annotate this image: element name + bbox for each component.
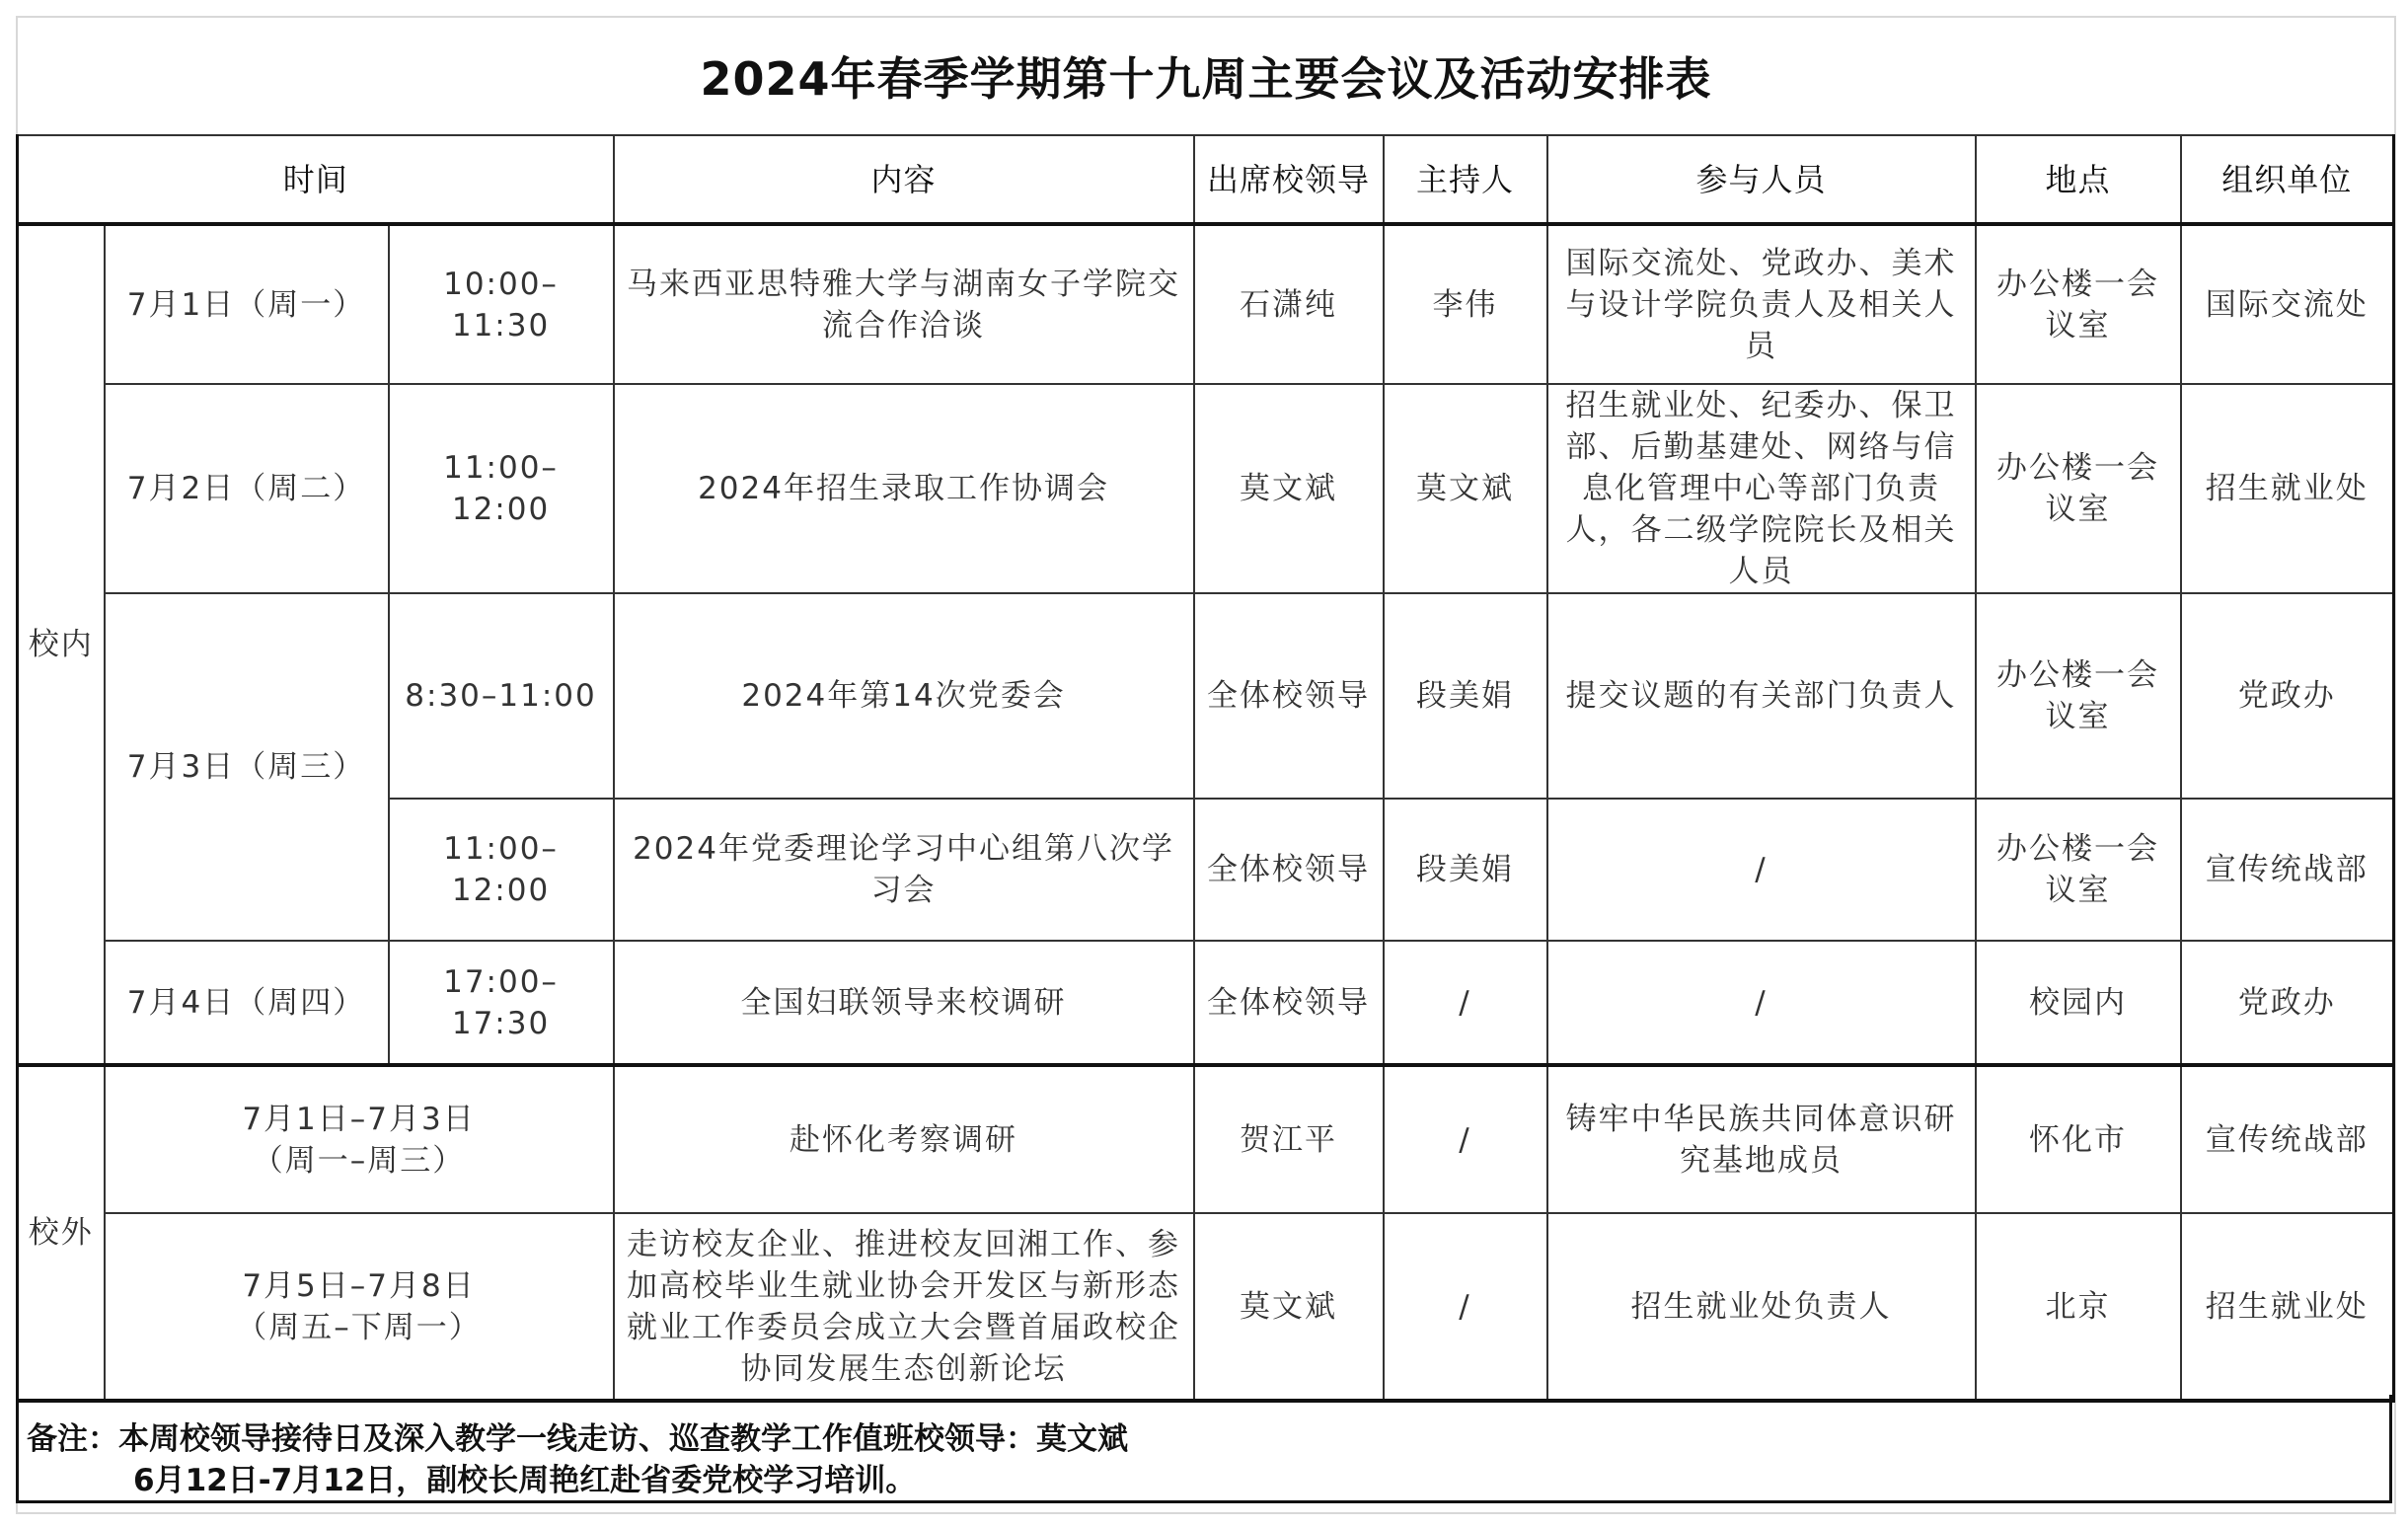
host-cell: /	[1384, 941, 1547, 1065]
header-content: 内容	[614, 135, 1194, 224]
org-cell: 招生就业处	[2181, 384, 2394, 593]
content-cell: 全国妇联领导来校调研	[614, 941, 1194, 1065]
place-cell: 校园内	[1976, 941, 2181, 1065]
participants-cell: 招生就业处、纪委办、保卫部、后勤基建处、网络与信息化管理中心等部门负责人，各二级学院院长及相关人员	[1547, 384, 1976, 593]
header-place: 地点	[1976, 135, 2181, 224]
org-cell: 招生就业处	[2181, 1213, 2394, 1401]
time-cell: 17:00–17:30	[389, 941, 614, 1065]
leader-cell: 贺江平	[1194, 1065, 1384, 1213]
participants-cell: 提交议题的有关部门负责人	[1547, 593, 1976, 799]
date-cell: 7月1日（周一）	[105, 224, 389, 384]
table-row	[18, 941, 2394, 1065]
table-row	[18, 384, 2394, 593]
org-cell: 宣传统战部	[2181, 799, 2394, 941]
remarks-line-2: 6月12日-7月12日，副校长周艳红赴省委党校学习培训。	[133, 1463, 917, 1498]
header-host: 主持人	[1384, 135, 1547, 224]
date-cell: 7月3日（周三）	[105, 593, 389, 941]
table-row	[18, 1065, 2394, 1213]
time-cell: 10:00–11:30	[389, 224, 614, 384]
place-cell: 办公楼一会议室	[1976, 384, 2181, 593]
date-cell	[105, 1213, 614, 1401]
participants-cell: 国际交流处、党政办、美术与设计学院负责人及相关人员	[1547, 224, 1976, 384]
place-cell: 办公楼一会议室	[1976, 799, 2181, 941]
org-cell: 国际交流处	[2181, 224, 2394, 384]
remarks-line-1: 备注：本周校领导接待日及深入教学一线走访、巡查教学工作值班校领导：莫文斌	[27, 1421, 1128, 1457]
header-leader: 出席校领导	[1194, 135, 1384, 224]
content-cell: 赴怀化考察调研	[614, 1065, 1194, 1213]
group-label-inside: 校内	[18, 224, 105, 1065]
date-range: 7月5日–7月8日	[242, 1267, 476, 1304]
date-cell: 7月4日（周四）	[105, 941, 389, 1065]
host-cell: 莫文斌	[1384, 384, 1547, 593]
participants-cell: /	[1547, 799, 1976, 941]
remarks-box	[16, 1395, 2392, 1503]
place-cell: 北京	[1976, 1213, 2181, 1401]
content-cell: 2024年第14次党委会	[614, 593, 1194, 799]
leader-cell: 全体校领导	[1194, 941, 1384, 1065]
group-label-outside: 校外	[18, 1065, 105, 1401]
leader-cell: 全体校领导	[1194, 799, 1384, 941]
weekday-range: （周一–周三）	[252, 1142, 466, 1179]
place-cell: 办公楼一会议室	[1976, 224, 2181, 384]
host-cell: 李伟	[1384, 224, 1547, 384]
weekday-range: （周五–下周一）	[236, 1309, 482, 1345]
date-cell	[105, 1065, 614, 1213]
leader-cell: 石潇纯	[1194, 224, 1384, 384]
time-cell: 11:00–12:00	[389, 384, 614, 593]
participants-cell: 铸牢中华民族共同体意识研究基地成员	[1547, 1065, 1976, 1213]
table-row	[18, 224, 2394, 384]
org-cell: 党政办	[2181, 593, 2394, 799]
leader-cell: 莫文斌	[1194, 384, 1384, 593]
date-range: 7月1日–7月3日	[242, 1101, 476, 1137]
content-cell: 马来西亚思特雅大学与湖南女子学院交流合作洽谈	[614, 224, 1194, 384]
schedule-table	[16, 134, 2395, 1403]
header-participants: 参与人员	[1547, 135, 1976, 224]
header-org: 组织单位	[2181, 135, 2394, 224]
place-cell: 办公楼一会议室	[1976, 593, 2181, 799]
content-cell: 走访校友企业、推进校友回湘工作、参加高校毕业生就业协会开发区与新形态就业工作委员会成立大会暨首届政校企协同发展生态创新论坛	[614, 1213, 1194, 1401]
content-cell: 2024年党委理论学习中心组第八次学习会	[614, 799, 1194, 941]
table-row	[18, 593, 2394, 799]
page-title: 2024年春季学期第十九周主要会议及活动安排表	[700, 52, 1712, 106]
org-cell: 党政办	[2181, 941, 2394, 1065]
content-cell: 2024年招生录取工作协调会	[614, 384, 1194, 593]
header-time: 时间	[18, 135, 614, 224]
host-cell: /	[1384, 1065, 1547, 1213]
table-row	[18, 1213, 2394, 1401]
time-cell: 8:30–11:00	[389, 593, 614, 799]
place-cell: 怀化市	[1976, 1065, 2181, 1213]
participants-cell: 招生就业处负责人	[1547, 1213, 1976, 1401]
leader-cell: 全体校领导	[1194, 593, 1384, 799]
date-cell: 7月2日（周二）	[105, 384, 389, 593]
header-row	[18, 135, 2394, 224]
org-cell: 宣传统战部	[2181, 1065, 2394, 1213]
host-cell: /	[1384, 1213, 1547, 1401]
time-cell: 11:00–12:00	[389, 799, 614, 941]
host-cell: 段美娟	[1384, 593, 1547, 799]
host-cell: 段美娟	[1384, 799, 1547, 941]
participants-cell: /	[1547, 941, 1976, 1065]
leader-cell: 莫文斌	[1194, 1213, 1384, 1401]
